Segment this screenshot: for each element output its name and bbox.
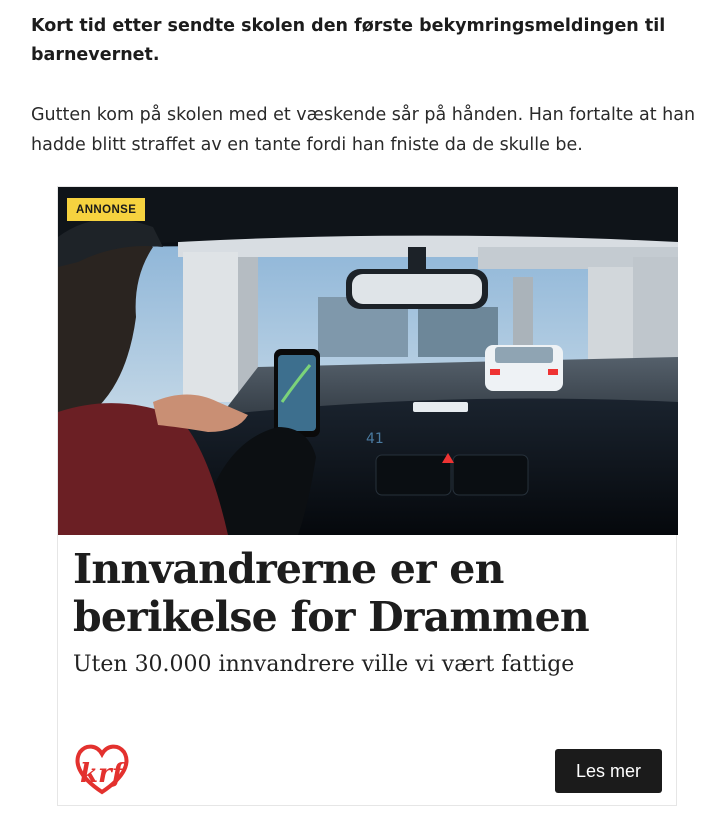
car-interior-photo (58, 187, 678, 535)
read-more-button[interactable]: Les mer (555, 749, 662, 793)
ad-subline[interactable]: Uten 30.000 innvandrere ville vi vært fattige (73, 652, 575, 677)
ad-label-badge: ANNONSE (67, 198, 145, 221)
speed-readout: 41 (366, 431, 384, 447)
ad-image[interactable] (58, 187, 678, 535)
ad-headline[interactable]: Innvandrerne er en berikelse for Drammen (73, 545, 589, 641)
article-paragraph: Gutten kom på skolen med et væskende sår på hånden. Han fortalte at han hadde blitt straffet av en tante fordi han fniste da de skulle be. (31, 105, 696, 155)
logo-lettering: krf (80, 759, 123, 789)
article-lead: Kort tid etter sendte skolen den første bekymringsmeldingen til barnevernet. (31, 16, 666, 65)
advertisement[interactable] (57, 186, 677, 806)
krf-logo-icon[interactable] (70, 740, 134, 796)
